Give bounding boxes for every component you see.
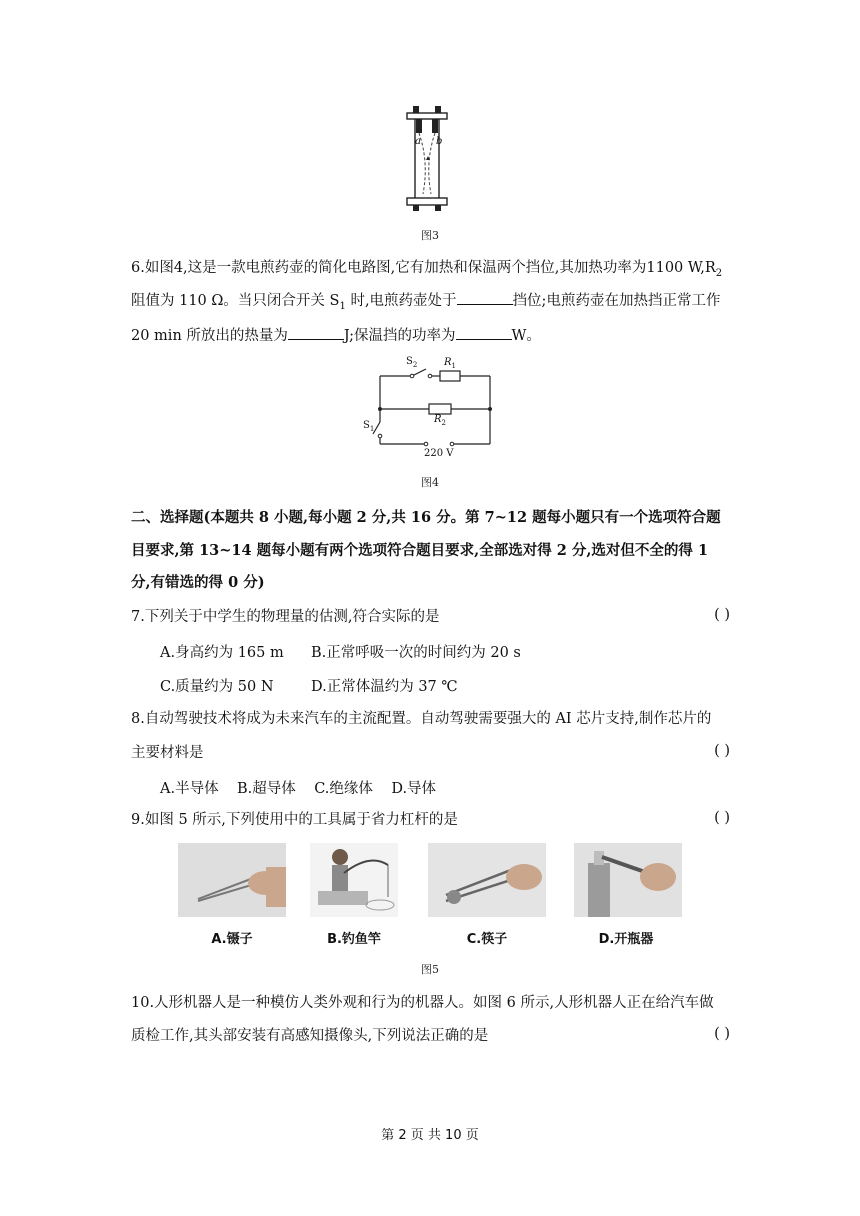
question-6-text-2c: 挡位;电煎药壶在加热挡正常工作 <box>512 293 721 309</box>
figure-4-label-r2 <box>434 414 446 427</box>
question-6-s1-subscript: 1 <box>339 300 346 312</box>
figure-4-label-s1 <box>363 420 374 433</box>
figure-4-drawing <box>360 352 500 462</box>
figure-5-photo-tweezers <box>178 843 286 917</box>
question-8-options[interactable]: A.半导体 B.超导体 C.绝缘体 D.导体 <box>160 781 437 797</box>
question-10-answer-paren[interactable]: ( ) <box>714 1026 730 1042</box>
question-9-stem: 9.如图 5 所示,下列使用中的工具属于省力杠杆的是 <box>131 812 458 828</box>
question-6-line-2 <box>131 290 729 317</box>
question-7-answer-paren[interactable]: ( ) <box>714 607 730 623</box>
figure-4-r1-sub: 1 <box>451 362 456 370</box>
bottle-opener-image-icon <box>574 843 682 917</box>
figure-4-caption: 图4 <box>421 476 439 489</box>
question-7-option-a[interactable]: A.身高约为 165 m <box>160 645 284 661</box>
figure-4-s2-text: S <box>406 356 413 367</box>
figure-5-label-a[interactable]: A.镊子 <box>211 932 253 947</box>
figure-4-label-voltage: 220 V <box>424 448 454 459</box>
figure-5-photo-fishing-rod <box>310 843 398 917</box>
question-6-text-1: 6.如图4,这是一款电煎药壶的简化电路图,它有加热和保温两个挡位,其加热功率为1100 W,R <box>131 260 716 276</box>
figure-4-r1-text: R <box>444 357 452 368</box>
question-6-line-3 <box>131 325 729 346</box>
figure-5-label-d[interactable]: D.开瓶器 <box>598 932 654 947</box>
figure-5-label-c[interactable]: C.筷子 <box>466 932 508 947</box>
question-10-line-2: 质检工作,其头部安装有高感知摄像头,下列说法正确的是 <box>131 1028 489 1044</box>
figure-3-label-b: b <box>436 136 443 147</box>
figure-4-label-s2 <box>406 356 417 369</box>
question-7-option-b[interactable]: B.正常呼吸一次的时间约为 20 s <box>311 645 521 661</box>
fishing-rod-image-icon <box>310 843 398 917</box>
question-7-option-d[interactable]: D.正常体温约为 37 ℃ <box>311 679 458 695</box>
question-6-text-3c: W。 <box>511 328 541 344</box>
question-8-line-2: 主要材料是 <box>131 745 204 761</box>
question-7-stem: 7.下列关于中学生的物理量的估测,符合实际的是 <box>131 609 440 625</box>
question-6-line-1 <box>131 258 729 284</box>
figure-3 <box>405 102 453 214</box>
figure-5-photo-chopsticks <box>428 843 546 917</box>
figure-4-circuit <box>360 352 500 462</box>
question-9-answer-paren[interactable]: ( ) <box>714 810 730 826</box>
figure-4-s2-sub: 2 <box>412 361 418 369</box>
question-6-blank-3[interactable] <box>456 325 512 340</box>
figure-4-s1-sub: 1 <box>369 425 375 433</box>
question-6-text-3a: 20 min 所放出的热量为 <box>131 328 288 344</box>
figure-3-label-a: a <box>415 136 421 147</box>
figure-3-caption: 图3 <box>421 229 439 242</box>
question-6-blank-2[interactable] <box>288 325 344 340</box>
figure-4-s1-text: S <box>363 420 370 431</box>
section-2-heading-line-1: 二、选择题(本题共 8 小题,每小题 2 分,共 16 分。第 7~12 题每小题只有一个选项符合题 <box>131 509 721 526</box>
figure-3-drawing <box>405 102 453 214</box>
figure-5-photo-bottle-opener <box>574 843 682 917</box>
section-2-heading-line-3: 分,有错选的得 0 分) <box>131 574 265 591</box>
figure-4-label-r1 <box>444 357 456 370</box>
page-footer: 第 2 页 共 10 页 <box>381 1128 479 1143</box>
question-6-text-2a: 阻值为 110 Ω。当只闭合开关 S <box>131 293 340 309</box>
question-6-text-2b: 时,电煎药壶处于 <box>345 293 457 309</box>
chopsticks-image-icon <box>428 843 546 917</box>
question-6-r2-subscript: 2 <box>715 267 723 279</box>
tweezers-image-icon <box>178 843 286 917</box>
question-8-answer-paren[interactable]: ( ) <box>714 743 730 759</box>
figure-5-label-b[interactable]: B.钓鱼竿 <box>327 932 381 947</box>
question-7-option-c[interactable]: C.质量约为 50 N <box>160 679 274 695</box>
section-2-heading-line-2: 目要求,第 13~14 题每小题有两个选项符合题目要求,全部选对得 2 分,选对但不全的得 1 <box>131 542 709 559</box>
question-8-line-1: 8.自动驾驶技术将成为未来汽车的主流配置。自动驾驶需要强大的 AI 芯片支持,制作芯片的 <box>131 711 712 727</box>
figure-4-r2-sub: 2 <box>441 419 446 427</box>
figure-4-r2-text: R <box>434 414 442 425</box>
figure-5-caption: 图5 <box>421 963 439 976</box>
question-6-blank-1[interactable] <box>457 290 513 305</box>
question-10-line-1: 10.人形机器人是一种模仿人类外观和行为的机器人。如图 6 所示,人形机器人正在给汽车做 <box>131 995 714 1011</box>
question-6-text-3b: J;保温挡的功率为 <box>343 328 456 344</box>
